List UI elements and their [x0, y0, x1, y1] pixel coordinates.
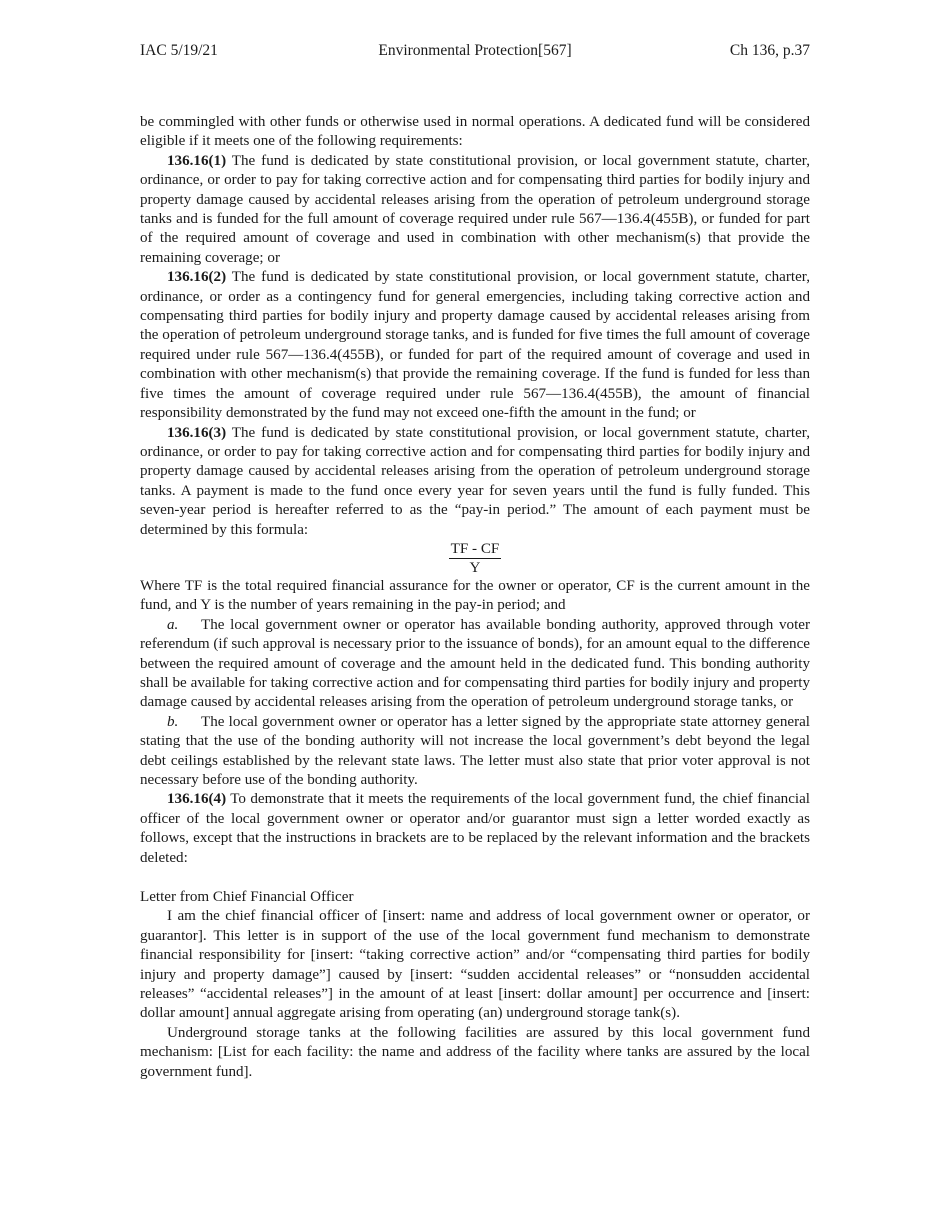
item-label: b. — [167, 713, 179, 730]
letter-title: Letter from Chief Financial Officer — [140, 889, 354, 906]
letter-paragraph-2: Underground storage tanks at the following facilities are assured by this local government fund mechanism: [List for each facility: the name and address of the facility where tanks are assured by the local government fund]. — [140, 1024, 810, 1080]
rule-number: 136.16(1) — [167, 152, 227, 169]
rule-text: The fund is dedicated by state constitutional provision, or local government statute, charter, ordinance, or order as a contingency fund for general emergencies, including taking corrective action and compensating third parties for bodily injury and property damage caused by accidental releases arising from the operation of petroleum underground storage tanks, and is funded for five times the full amount of coverage required under rule 567—136.4(455B), or funded for part of the required amount of coverage and used in combination with other mechanism(s) that provide the remaining coverage. If the fund is funded for less than five times the amount of coverage required under rule 567—136.4(455B), the amount of financial responsibility demonstrated by the fund may not exceed one-fifth the amount in the fund; or — [140, 269, 810, 422]
item-text: The local government owner or operator has available bonding authority, approved through voter referendum (if such approval is necessary prior to the issuance of bonds), for an amount equal to the difference between the required amount of coverage and the amount held in the dedicated fund. This bonding authority shall be available for taking corrective action and for compensating third parties for bodily injury and property damage caused by accidental releases arising from the operation of petroleum underground storage tanks, or — [140, 616, 810, 711]
rule-136-16-3 — [140, 424, 810, 540]
item-text: The local government owner or operator has a letter signed by the appropriate state attorney general stating that the use of the bonding authority will not increase the local government’s debt beyond the legal debt ceilings established by the relevant state laws. The letter must also state that prior voter approval is not necessary before use of the bonding authority. — [140, 713, 810, 788]
rule-136-16-2 — [140, 268, 810, 423]
rule-text: To demonstrate that it meets the requirements of the local government fund, the chief financial officer of the local government owner or operator and/or guarantor must sign a letter worded exactly as follows, except that the instructions in brackets are to be replaced by the relevant information and the brackets deleted: — [140, 791, 810, 866]
formula-numerator: TF - CF — [450, 540, 500, 557]
item-b — [140, 713, 810, 791]
letter-paragraph-1: I am the chief financial officer of [insert: name and address of local government owner or operator, or guarantor]. This letter is in support of the use of the local government fund mechanism to demonstrate financial responsibility for [insert: “taking corrective action” and/or “compensating third parties for bodily injury and property damage”] caused by [insert: “sudden accidental releases” or “nonsudden accidental releases” “accidental releases”] in the amount of at least [insert: dollar amount] per occurrence and [insert: dollar amount] annual aggregate arising from operating (an) underground storage tank(s). — [140, 908, 810, 1022]
rule-text: The fund is dedicated by state constitutional provision, or local government statute, charter, ordinance, or order to pay for taking corrective action and for compensating third parties for bodily injury and property damage caused by accidental releases arising from the operation of petroleum underground storage tanks and is funded for the full amount of coverage required under rule 567—136.4(455B), or funded for part of the required amount of coverage and used in combination with other mechanism(s) that provide the remaining coverage; or — [140, 152, 810, 266]
rule-number: 136.16(4) — [167, 791, 227, 808]
document-body — [140, 113, 810, 1082]
rule-number: 136.16(2) — [167, 269, 227, 286]
formula-denominator: Y — [469, 559, 481, 576]
intro-paragraph: be commingled with other funds or otherwise used in normal operations. A dedicated fund will be considered eligible if it meets one of the following requirements: — [140, 114, 810, 150]
rule-number: 136.16(3) — [167, 424, 227, 441]
rule-text: The fund is dedicated by state constitutional provision, or local government statute, charter, ordinance, or order to pay for taking corrective action and for compensating third parties for bodily injury and property damage caused by accidental releases arising from the operation of petroleum underground storage tanks. A payment is made to the fund once every year for seven years until the fund is fully funded. This seven-year period is hereafter referred to as the “pay-in period.” The amount of each payment must be determined by this formula: — [140, 424, 810, 538]
section-spacer — [140, 868, 810, 888]
header-page-ref: Ch 136, p.37 — [729, 42, 810, 59]
item-a — [140, 616, 810, 713]
formula-definition: Where TF is the total required financial assurance for the owner or operator, CF is the current amount in the fund, and Y is the number of years remaining in the pay-in period; and — [140, 577, 810, 614]
header-code-date: IAC 5/19/21 — [140, 42, 218, 59]
rule-136-16-1 — [140, 152, 810, 268]
item-label: a. — [167, 616, 179, 633]
payment-formula — [140, 540, 810, 577]
rule-136-16-4 — [140, 790, 810, 868]
header-agency: Environmental Protection[567] — [378, 42, 572, 59]
